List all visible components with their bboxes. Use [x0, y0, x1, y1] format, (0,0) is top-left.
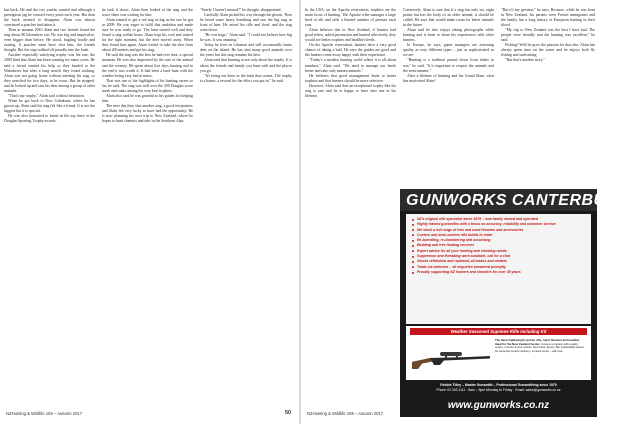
advert-service-text: Suppressor and threading work available, call for a chat	[417, 254, 510, 259]
advert-contact-name: Rebble Tilley – Master Gunsmith – Professional Gunsmithing since 1979	[440, 383, 557, 387]
body-paragraph: Today he lives in Lebanon and still occasionally hunts deer on the island. He has shot many good animals over the years but this stag remains his best.	[200, 43, 292, 58]
body-paragraph: but back. He and the two youths wanted and although a prestigious jag he crossed every point each year. But then the buck seemed to disappear. Alain was almost convinced a poacher had taken it.	[4, 8, 95, 28]
body-paragraph: Alain believes that in New Zealand, if hunters had good ethics, asked permission and hunted selectively, they would see better trophies and healthier herds.	[305, 28, 396, 43]
right-footer: NZHunting & Wildlife 169 – Autumn 2017	[307, 411, 384, 416]
body-paragraph: Alain said that hunting is not only about the trophy. It is about the friends and family you hunt with and the places you go.	[200, 58, 292, 73]
advert-services-panel	[406, 214, 591, 324]
featured-product-title: Weather Seasoned Supreme Rifle Including Kit	[410, 328, 587, 335]
body-paragraph: "My trip to New Zealand was the best I have had. The people were friendly and the hunting was excellent," he said.	[501, 28, 595, 43]
left-column-3	[200, 8, 292, 409]
body-paragraph: "It's being out there in the bush that counts. The trophy is a bonus, a reward for the effort you put in," he said.	[200, 73, 292, 83]
bullet-icon	[412, 250, 414, 252]
right-column-3	[501, 8, 595, 185]
body-paragraph: he took it down. Alain then looked at the stag and the score sheet was waiting for him.	[102, 8, 193, 18]
advert-service-text: Highly trained gunsmiths with a focus on accuracy, reliability and customer service	[417, 222, 556, 227]
featured-description-lead: The latest lightweight sporter rifle, hand finished and bedded, ideal for the New Zealand hunter.	[495, 338, 580, 346]
advert-header	[400, 189, 629, 211]
bullet-icon	[412, 234, 414, 236]
body-paragraph: That was one of the highlights of his hunting career so far, he said. The stag was well over the 300 Douglas score mark and ranks among his very best trophies.	[102, 78, 193, 93]
body-paragraph: Then in autumn 2010 Alain and two friends found the stag about 80 kilometres out. He was big and impressive, even bigger than before. He stood, bugling loudly and roaring. A poacher must have shot him, the friends thought. But the stag walked off proudly into the bush.	[4, 28, 95, 53]
body-paragraph: "But it's my greatest," he says. Because, while he was born in New Zealand, his parents were French immigrants and the family has a long history of European hunting in their blood.	[501, 8, 595, 28]
advert-service-text: Custom and semi-custom rifle builds to order	[417, 232, 493, 237]
body-paragraph: Alain wanted to get a red stag as big as the one he got in 2009. He was eager to fulfil that ambition and made sure he was ready to go. The hunt started well and they found a stag within hours. Alain kept his cool and waited for the right moment, but the deer moved away. When they found him again, Alain waited to take the shot from about 200 metres and got his stag.	[102, 18, 193, 53]
left-page-number: 50	[285, 410, 292, 416]
featured-product-description	[495, 339, 587, 353]
body-paragraph: When he got back to New Caledonia, where he has grown up, Alain said his stag felt like a friend. It is not the biggest but it is special.	[4, 98, 95, 113]
left-column-2	[102, 8, 193, 409]
advert-service-text: Bedding and free floating services	[417, 243, 475, 248]
body-paragraph: "That's my trophy," Alain said without hesitation.	[8, 93, 85, 98]
body-paragraph: Carefully Alain picked his way through the gloom. Then he heard some heavy breathing and saw the big stag in front of him. He raised his rifle and fired, and the stag went down.	[200, 13, 292, 33]
advert-service-text: We stock a full range of new and used firearms and accessories	[417, 227, 524, 232]
right-column-2	[403, 8, 494, 185]
body-paragraph: "Surely I haven't missed?" he thought, disappointed.	[200, 8, 282, 12]
left-footer: NZHunting & Wildlife 169 – Autumn 2017	[6, 411, 83, 416]
body-paragraph: Fishing? Well he grew the passion for that also. Alain has always spent time on the water and he enjoys both fly fishing and surfcasting.	[501, 43, 595, 58]
body-paragraph: Another especially satisfying trophy was his one, the 2009 hind that Alain has been wanting for many years. He said a friend wanted his help so they headed to the Waitakeres but after a long search they found nothing. Alain was not going home without meeting his stag, so they searched for two days, to be exact. But he stopped, and he looked up and saw his deer among a group of other animals.	[4, 53, 95, 93]
advert-brand: GUNWORKS CANTERBURY	[406, 192, 629, 209]
advert-contact	[406, 383, 591, 392]
advert-service-text: Proudly supporting NZ hunters and shooters for over 35 years	[417, 269, 521, 274]
bullet-icon	[412, 219, 414, 221]
body-paragraph: He was also honoured to finish in the top three at the Douglas Sporting Trophy awards.	[4, 113, 95, 124]
advert-service-text: Trade-ins welcome – all enquiries answered promptly	[417, 264, 506, 269]
bullet-icon	[412, 266, 414, 268]
bullet-icon	[412, 272, 414, 274]
body-paragraph: Conversely, Alain is sure that if a stag has only six, eight points but has the body of an older animal, it should be culled. He says that would make room for better animals in the future.	[403, 8, 494, 28]
advert-contact-details: Phone 03 343 1111 · 8am – 5pm Monday to Friday · Email: sales@gunworks.co.nz	[436, 387, 561, 392]
bullet-icon	[412, 261, 414, 263]
body-paragraph: He said the stag was the best he had ever shot, a special moment. He was also impressed by the size of the animal and the scenery. He spent about five days hunting and in the end it was worth it. It had been a hard hunt with the weather being very bad at times.	[102, 53, 193, 78]
advert-service-item	[412, 270, 588, 275]
body-paragraph: However, Alain said that an exceptional trophy like his stag is rare and he is happy to have shot one in his lifetime.	[305, 83, 396, 98]
body-paragraph: "But that's another story."	[505, 58, 545, 63]
bullet-icon	[412, 245, 414, 247]
body-paragraph: On the Apache reservation, hunters have a very good chance of taking a bull. He says the guides are good and the hunters come away happy with their experience.	[305, 43, 396, 58]
advert-service-text: Stocks refinished and replaced, all makes and models	[417, 259, 507, 264]
bullet-icon	[412, 256, 414, 258]
advert-services-list	[412, 217, 588, 275]
gunworks-advert[interactable]	[400, 189, 629, 417]
advert-service-text: Expert advice for all your hunting and shooting needs	[417, 248, 507, 253]
rifle-icon	[410, 338, 492, 378]
bullet-icon	[412, 229, 414, 231]
right-column-1	[305, 8, 396, 409]
body-paragraph: He believes that good management leads to better trophies and that hunters should be more selective.	[305, 73, 396, 83]
bullet-icon	[412, 240, 414, 242]
featured-description-body: Comes complete with quality scope, mounts and a custom hard case. Every rifle individually tested for accuracy before delivery. Limited stock – call now.	[495, 341, 584, 353]
body-paragraph: "Today's a modern hunting world where it is all about numbers," Alain said. "We need to manage our herds better and take only mature animals."	[305, 58, 396, 73]
advert-website-link[interactable]: www.gunworks.co.nz	[447, 400, 550, 411]
body-paragraph: "He was huge," Alain said. "I could not believe how big he was. It was amazing."	[200, 33, 292, 43]
body-paragraph: "Hunting is a tradition passed down from father to son," he said. "It is important to respect the animals and the environment."	[403, 58, 494, 73]
body-paragraph: Alain said he also enjoys taking photographs while hunting and is keen to share his experiences with other hunters.	[403, 28, 494, 43]
advert-service-text: NZ's original rifle specialist since 1979 – now family owned and operated	[417, 217, 539, 221]
advert-service-text: Re-barrelling, re-chambering and accurising	[417, 238, 491, 243]
left-column-1	[4, 8, 95, 409]
body-paragraph: In the USA, on the Apache reservation, trophies are the main focus of hunting. The Apache tribe manages a large herd of elk and sells a limited number of permits each year.	[305, 8, 396, 28]
body-paragraph: In Europe, he says, game managers are assessing quality as very different types – just as sophisticated as we are.	[403, 43, 494, 58]
body-paragraph: Alain also said he was grateful to his guides for helping him.	[102, 93, 193, 103]
left-page	[0, 0, 299, 424]
body-paragraph: The next day they shot another stag, a good ten-pointer, and Alain felt very lucky to have had the opportunity. He is now planning his next trip to New Zealand, where he hopes to hunt chamois and tahr in the Southern Alps.	[102, 103, 193, 124]
advert-featured-product	[406, 326, 591, 380]
bullet-icon	[412, 224, 414, 226]
body-paragraph: After a lifetime of hunting and the Grand Slam, what has motivated Alain?	[403, 73, 494, 83]
